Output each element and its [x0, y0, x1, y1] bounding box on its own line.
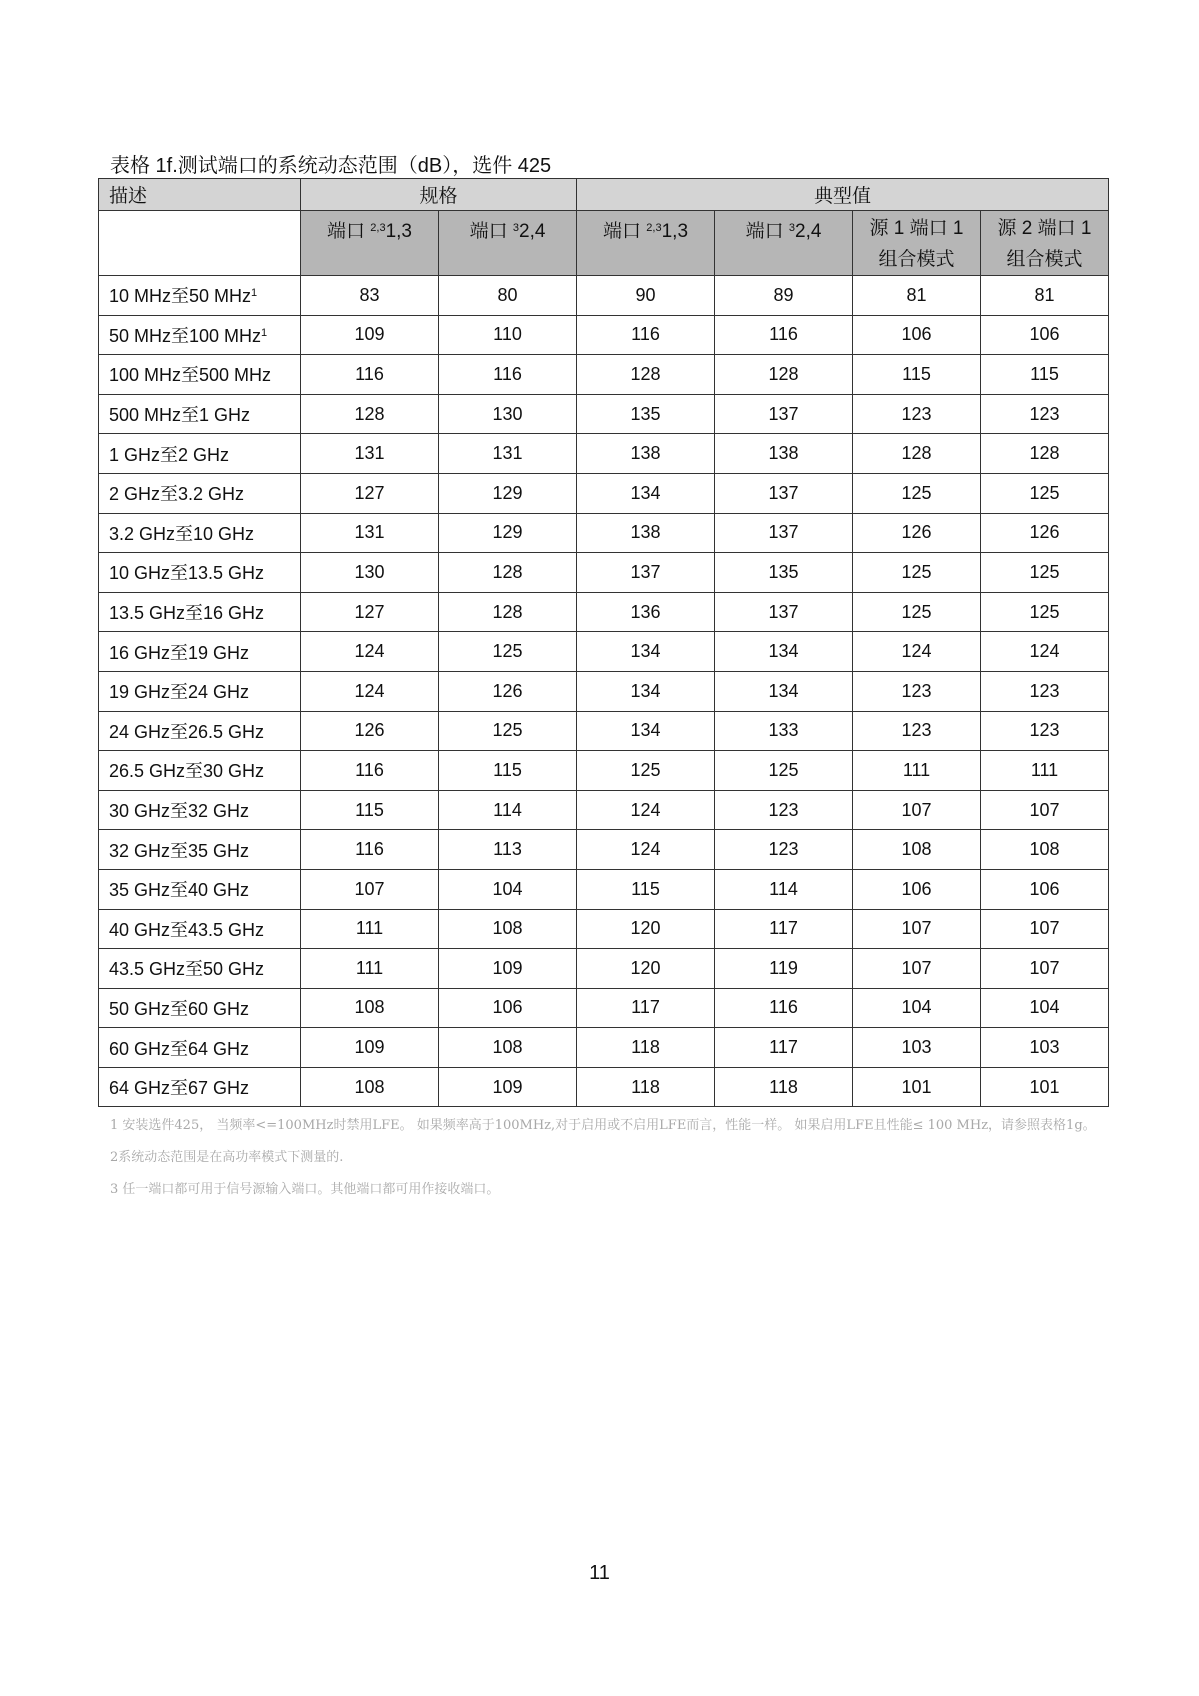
cell-value: 106 — [981, 869, 1109, 909]
cell-value: 124 — [301, 671, 439, 711]
cell-value: 137 — [715, 473, 853, 513]
cell-value: 123 — [715, 830, 853, 870]
cell-value: 108 — [981, 830, 1109, 870]
cell-value: 107 — [981, 909, 1109, 949]
cell-value: 108 — [439, 1028, 577, 1068]
row-frequency-label: 64 GHz至67 GHz — [99, 1067, 301, 1107]
header-description: 描述 — [99, 179, 301, 211]
footnote-3: 3 任一端口都可用于信号源输入端口。其他端口都可用作接收端口。 — [110, 1182, 500, 1197]
cell-value: 130 — [301, 553, 439, 593]
cell-value: 111 — [301, 909, 439, 949]
row-frequency-label: 50 MHz至100 MHz$^1$ — [99, 315, 301, 355]
header-source1-port1-combined: 源 1 端口 1 组合模式 — [853, 211, 981, 276]
cell-value: 116 — [715, 315, 853, 355]
row-frequency-label: 43.5 GHz至50 GHz — [99, 949, 301, 989]
cell-value: 108 — [439, 909, 577, 949]
cell-value: 126 — [301, 711, 439, 751]
cell-value: 115 — [577, 869, 715, 909]
cell-value: 117 — [715, 1028, 853, 1068]
cell-value: 127 — [301, 592, 439, 632]
row-frequency-label: 19 GHz至24 GHz — [99, 671, 301, 711]
table-row — [99, 909, 1109, 949]
cell-value: 116 — [439, 355, 577, 395]
cell-value: 128 — [301, 394, 439, 434]
row-frequency-label: 40 GHz至43.5 GHz — [99, 909, 301, 949]
row-frequency-label: 1 GHz至2 GHz — [99, 434, 301, 474]
header-spec-port-2-4: 端口 $^3$2,4 — [439, 211, 577, 276]
cell-value: 116 — [301, 830, 439, 870]
cell-value: 137 — [715, 513, 853, 553]
cell-value: 111 — [301, 949, 439, 989]
cell-value: 131 — [439, 434, 577, 474]
cell-value: 119 — [715, 949, 853, 989]
cell-value: 124 — [981, 632, 1109, 672]
footnote-2: 2系统动态范围是在高功率模式下测量的. — [110, 1150, 344, 1165]
cell-value: 125 — [439, 711, 577, 751]
cell-value: 131 — [301, 434, 439, 474]
table-row — [99, 315, 1109, 355]
cell-value: 134 — [577, 711, 715, 751]
table-row — [99, 394, 1109, 434]
cell-value: 109 — [301, 1028, 439, 1068]
table-row — [99, 434, 1109, 474]
cell-value: 106 — [853, 315, 981, 355]
cell-value: 125 — [577, 751, 715, 791]
row-frequency-label: 60 GHz至64 GHz — [99, 1028, 301, 1068]
cell-value: 114 — [715, 869, 853, 909]
table-row — [99, 513, 1109, 553]
cell-value: 116 — [715, 988, 853, 1028]
table-row — [99, 1067, 1109, 1107]
cell-value: 89 — [715, 276, 853, 316]
row-frequency-label: 26.5 GHz至30 GHz — [99, 751, 301, 791]
cell-value: 110 — [439, 315, 577, 355]
header-spec-port-1-3: 端口 $^{2,3}$1,3 — [301, 211, 439, 276]
cell-value: 125 — [981, 553, 1109, 593]
row-frequency-label: 13.5 GHz至16 GHz — [99, 592, 301, 632]
header-typical-port-1-3: 端口 $^{2,3}$1,3 — [577, 211, 715, 276]
cell-value: 108 — [853, 830, 981, 870]
row-frequency-label: 16 GHz至19 GHz — [99, 632, 301, 672]
row-frequency-label: 10 MHz至50 MHz$^1$ — [99, 276, 301, 316]
cell-value: 138 — [577, 513, 715, 553]
cell-value: 125 — [715, 751, 853, 791]
cell-value: 123 — [853, 711, 981, 751]
row-frequency-label: 32 GHz至35 GHz — [99, 830, 301, 870]
cell-value: 128 — [981, 434, 1109, 474]
header-blank — [99, 211, 301, 276]
dynamic-range-table — [98, 178, 1109, 1107]
cell-value: 125 — [853, 553, 981, 593]
cell-value: 80 — [439, 276, 577, 316]
cell-value: 135 — [715, 553, 853, 593]
table-row — [99, 355, 1109, 395]
table-row — [99, 632, 1109, 672]
cell-value: 104 — [853, 988, 981, 1028]
cell-value: 103 — [981, 1028, 1109, 1068]
cell-value: 115 — [301, 790, 439, 830]
row-frequency-label: 100 MHz至500 MHz — [99, 355, 301, 395]
cell-value: 111 — [981, 751, 1109, 791]
cell-value: 127 — [301, 473, 439, 513]
row-frequency-label: 3.2 GHz至10 GHz — [99, 513, 301, 553]
cell-value: 115 — [439, 751, 577, 791]
row-frequency-label: 2 GHz至3.2 GHz — [99, 473, 301, 513]
cell-value: 106 — [439, 988, 577, 1028]
cell-value: 123 — [981, 711, 1109, 751]
cell-value: 131 — [301, 513, 439, 553]
header-typical-port-2-4: 端口 $^3$2,4 — [715, 211, 853, 276]
cell-value: 109 — [301, 315, 439, 355]
cell-value: 117 — [715, 909, 853, 949]
table-row — [99, 276, 1109, 316]
table-row — [99, 988, 1109, 1028]
cell-value: 83 — [301, 276, 439, 316]
cell-value: 107 — [981, 949, 1109, 989]
cell-value: 115 — [981, 355, 1109, 395]
cell-value: 125 — [439, 632, 577, 672]
cell-value: 107 — [853, 790, 981, 830]
cell-value: 101 — [981, 1067, 1109, 1107]
table-row — [99, 711, 1109, 751]
cell-value: 126 — [981, 513, 1109, 553]
cell-value: 108 — [301, 1067, 439, 1107]
cell-value: 124 — [301, 632, 439, 672]
cell-value: 124 — [577, 830, 715, 870]
cell-value: 137 — [577, 553, 715, 593]
cell-value: 111 — [853, 751, 981, 791]
cell-value: 129 — [439, 473, 577, 513]
cell-value: 107 — [853, 909, 981, 949]
row-frequency-label: 30 GHz至32 GHz — [99, 790, 301, 830]
cell-value: 123 — [981, 394, 1109, 434]
cell-value: 126 — [439, 671, 577, 711]
cell-value: 124 — [577, 790, 715, 830]
cell-value: 118 — [577, 1028, 715, 1068]
cell-value: 116 — [301, 751, 439, 791]
cell-value: 133 — [715, 711, 853, 751]
cell-value: 120 — [577, 949, 715, 989]
cell-value: 128 — [577, 355, 715, 395]
cell-value: 138 — [715, 434, 853, 474]
cell-value: 134 — [577, 671, 715, 711]
table-row — [99, 592, 1109, 632]
cell-value: 81 — [853, 276, 981, 316]
row-frequency-label: 24 GHz至26.5 GHz — [99, 711, 301, 751]
cell-value: 137 — [715, 592, 853, 632]
table-row — [99, 949, 1109, 989]
cell-value: 134 — [715, 632, 853, 672]
table-row — [99, 473, 1109, 513]
table-row — [99, 751, 1109, 791]
table-row — [99, 869, 1109, 909]
cell-value: 138 — [577, 434, 715, 474]
cell-value: 125 — [981, 473, 1109, 513]
cell-value: 125 — [853, 592, 981, 632]
cell-value: 107 — [301, 869, 439, 909]
cell-value: 120 — [577, 909, 715, 949]
cell-value: 125 — [853, 473, 981, 513]
cell-value: 130 — [439, 394, 577, 434]
table-row — [99, 830, 1109, 870]
cell-value: 123 — [981, 671, 1109, 711]
cell-value: 118 — [577, 1067, 715, 1107]
table-row — [99, 790, 1109, 830]
row-frequency-label: 50 GHz至60 GHz — [99, 988, 301, 1028]
cell-value: 134 — [577, 473, 715, 513]
cell-value: 115 — [853, 355, 981, 395]
cell-value: 116 — [577, 315, 715, 355]
table-body — [99, 276, 1109, 1107]
table-row — [99, 553, 1109, 593]
cell-value: 104 — [439, 869, 577, 909]
cell-value: 118 — [715, 1067, 853, 1107]
row-frequency-label: 10 GHz至13.5 GHz — [99, 553, 301, 593]
table-row — [99, 1028, 1109, 1068]
cell-value: 90 — [577, 276, 715, 316]
footnote-1: 1 安装选件425， 当频率<=100MHz时禁用LFE。 如果频率高于100MHz,对于启用或不启用LFE而言，性能一样。 如果启用LFE且性能≤ 100 MHz，请参照表格1g。 — [110, 1118, 1096, 1133]
cell-value: 106 — [853, 869, 981, 909]
table-caption: 表格 1f.测试端口的系统动态范围（dB），选件 425 — [110, 155, 552, 177]
cell-value: 135 — [577, 394, 715, 434]
page-number: 11 — [589, 1562, 610, 1584]
cell-value: 129 — [439, 513, 577, 553]
cell-value: 128 — [715, 355, 853, 395]
cell-value: 109 — [439, 949, 577, 989]
cell-value: 134 — [715, 671, 853, 711]
cell-value: 108 — [301, 988, 439, 1028]
cell-value: 116 — [301, 355, 439, 395]
cell-value: 128 — [439, 592, 577, 632]
cell-value: 123 — [853, 394, 981, 434]
header-source2-port1-combined: 源 2 端口 1 组合模式 — [981, 211, 1109, 276]
cell-value: 137 — [715, 394, 853, 434]
header-typical-group: 典型值 — [577, 179, 1109, 211]
cell-value: 123 — [853, 671, 981, 711]
cell-value: 104 — [981, 988, 1109, 1028]
row-frequency-label: 500 MHz至1 GHz — [99, 394, 301, 434]
footnotes — [110, 1110, 1100, 1206]
cell-value: 128 — [853, 434, 981, 474]
cell-value: 128 — [439, 553, 577, 593]
cell-value: 81 — [981, 276, 1109, 316]
cell-value: 125 — [981, 592, 1109, 632]
cell-value: 114 — [439, 790, 577, 830]
header-spec-group: 规格 — [301, 179, 577, 211]
cell-value: 124 — [853, 632, 981, 672]
cell-value: 117 — [577, 988, 715, 1028]
cell-value: 136 — [577, 592, 715, 632]
cell-value: 109 — [439, 1067, 577, 1107]
row-frequency-label: 35 GHz至40 GHz — [99, 869, 301, 909]
table-row — [99, 671, 1109, 711]
cell-value: 101 — [853, 1067, 981, 1107]
cell-value: 107 — [853, 949, 981, 989]
cell-value: 103 — [853, 1028, 981, 1068]
cell-value: 123 — [715, 790, 853, 830]
cell-value: 113 — [439, 830, 577, 870]
cell-value: 106 — [981, 315, 1109, 355]
cell-value: 134 — [577, 632, 715, 672]
cell-value: 126 — [853, 513, 981, 553]
cell-value: 107 — [981, 790, 1109, 830]
